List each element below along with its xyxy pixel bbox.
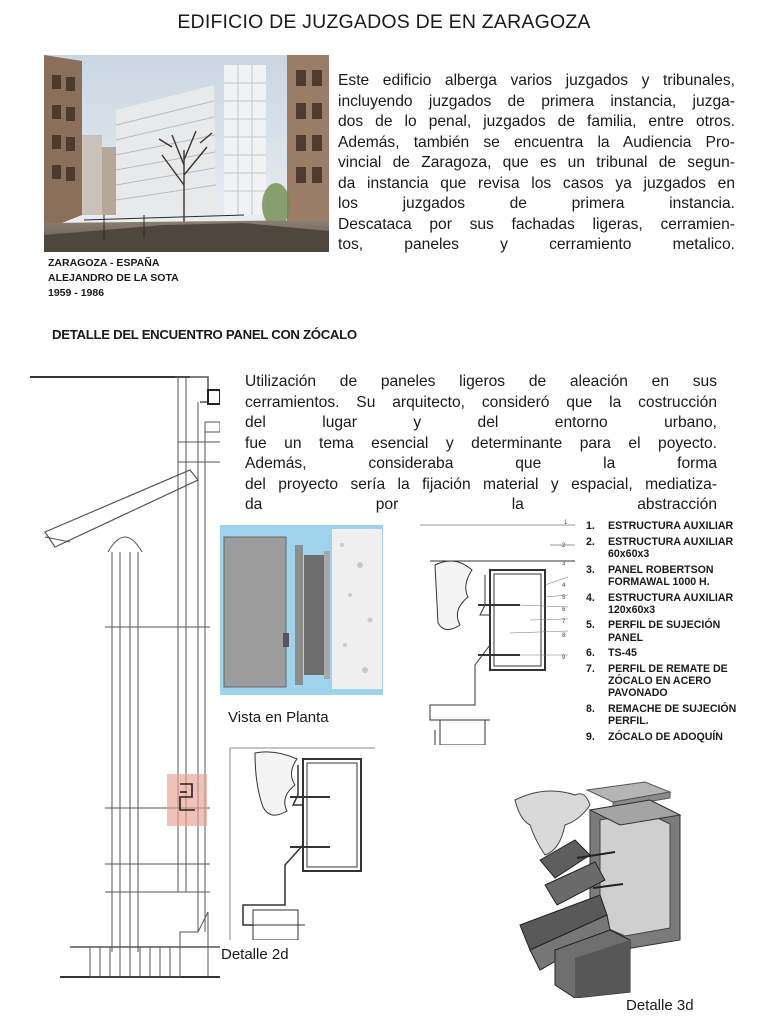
intro-line: vincial de Zaragoza, que es un tribunal de segun-: [338, 154, 735, 171]
callout-label: 4: [562, 583, 566, 589]
callout-label: 2: [562, 543, 566, 549]
legend-number: 1.: [586, 520, 595, 532]
panel-line: cerramientos. Su arquitecto, consideró que la costrucción: [245, 393, 717, 411]
detail-section-drawing: [400, 515, 575, 745]
legend-text: PERFIL DE SUJECIÓN PANEL: [608, 619, 721, 644]
callout-label: 1: [564, 520, 568, 526]
legend-number: 8.: [586, 703, 595, 716]
callout-label: 5: [562, 595, 566, 601]
legend-number: 9.: [586, 731, 595, 744]
plan-view-caption: Vista en Planta: [228, 709, 329, 726]
intro-line: tos, paneles y cerramiento metalico.: [338, 236, 735, 253]
legend-text: PANEL ROBERTSON FORMAWAL 1000 H.: [608, 563, 714, 588]
panel-line: da por la abstracción: [245, 496, 717, 513]
detail-2d-drawing: [225, 745, 375, 940]
legend-text: ZÓCALO DE ADOQUÍN: [608, 731, 723, 744]
legend-number: 2.: [586, 535, 595, 548]
legend-text: PERFIL DE REMATE DE ZÓCALO EN ACERO PAVONADO: [608, 663, 728, 700]
callout-label: 9: [562, 655, 566, 661]
legend-item: [586, 619, 746, 643]
intro-paragraph: [338, 71, 735, 256]
panel-line: del lugar y del entorno urbano,: [245, 414, 717, 431]
intro-line: dos de lo penal, juzgados de familia, entre otros.: [338, 113, 735, 130]
legend-item: [586, 663, 746, 700]
callout-label: 7: [562, 619, 566, 625]
intro-line: Además, también se encuentra la Audiencia Pro-: [338, 133, 735, 151]
panel-line: Además, consideraba que la forma: [245, 455, 717, 472]
detail-legend: [586, 520, 746, 747]
intro-line: incluyendo juzgados de primera instancia, juzga-: [338, 92, 735, 110]
detail-highlight: [167, 774, 207, 826]
intro-line: Este edificio alberga varios juzgados y tribunales,: [338, 72, 735, 89]
section-heading: DETALLE DEL ENCUENTRO PANEL CON ZÓCALO: [52, 327, 357, 342]
legend-text: ESTRUCTURA AUXILIAR 60x60x3: [608, 535, 734, 560]
legend-text: TS-45: [608, 647, 637, 660]
photo-caption-city: ZARAGOZA - ESPAÑA: [48, 257, 160, 269]
building-photo: [44, 55, 329, 252]
callout-label: 3: [562, 561, 566, 567]
building-photo-image: [44, 55, 329, 252]
legend-number: 7.: [586, 663, 595, 676]
legend-number: 5.: [586, 619, 595, 632]
intro-line: da instancia que revisa los casos ya juzgados en: [338, 174, 735, 192]
panel-line: Utilización de paneles ligeros de aleación en sus: [245, 373, 717, 390]
vertical-section-drawing: [30, 372, 220, 1012]
legend-number: 4.: [586, 591, 595, 604]
legend-number: 3.: [586, 563, 595, 576]
legend-text: REMACHE DE SUJECIÓN PERFIL.: [608, 703, 737, 728]
panel-line: fue un tema esencial y determinante para el poyecto.: [245, 434, 717, 452]
legend-item: [586, 592, 746, 616]
intro-line: Descataca por sus fachadas ligeras, cerramien-: [338, 215, 735, 233]
callout-label: 8: [562, 633, 566, 639]
detail-3d-caption: Detalle 3d: [626, 997, 694, 1014]
legend-item: [586, 520, 746, 532]
legend-item: [586, 647, 746, 659]
intro-line: los juzgados de primera instancia.: [338, 195, 735, 212]
legend-item: [586, 703, 746, 727]
plan-view-render: [220, 525, 383, 695]
legend-text: ESTRUCTURA AUXILIAR 120x60x3: [608, 591, 734, 616]
callout-label: 6: [562, 607, 566, 613]
legend-text: ESTRUCTURA AUXILIAR: [608, 520, 734, 532]
detail-3d-render: [505, 780, 685, 998]
detail-2d-caption: Detalle 2d: [221, 946, 289, 963]
photo-caption: [48, 256, 179, 301]
photo-caption-years: 1959 - 1986: [48, 287, 105, 299]
panel-line: del proyecto sería la fijación material y espacial, mediatiza-: [245, 475, 717, 493]
legend-item: [586, 564, 746, 588]
document-title: EDIFICIO DE JUZGADOS DE EN ZARAGOZA: [177, 11, 591, 33]
photo-caption-architect: ALEJANDRO DE LA SOTA: [48, 272, 179, 284]
legend-item: [586, 731, 746, 743]
legend-number: 6.: [586, 647, 595, 660]
legend-item: [586, 536, 746, 560]
panel-paragraph: [245, 372, 717, 516]
